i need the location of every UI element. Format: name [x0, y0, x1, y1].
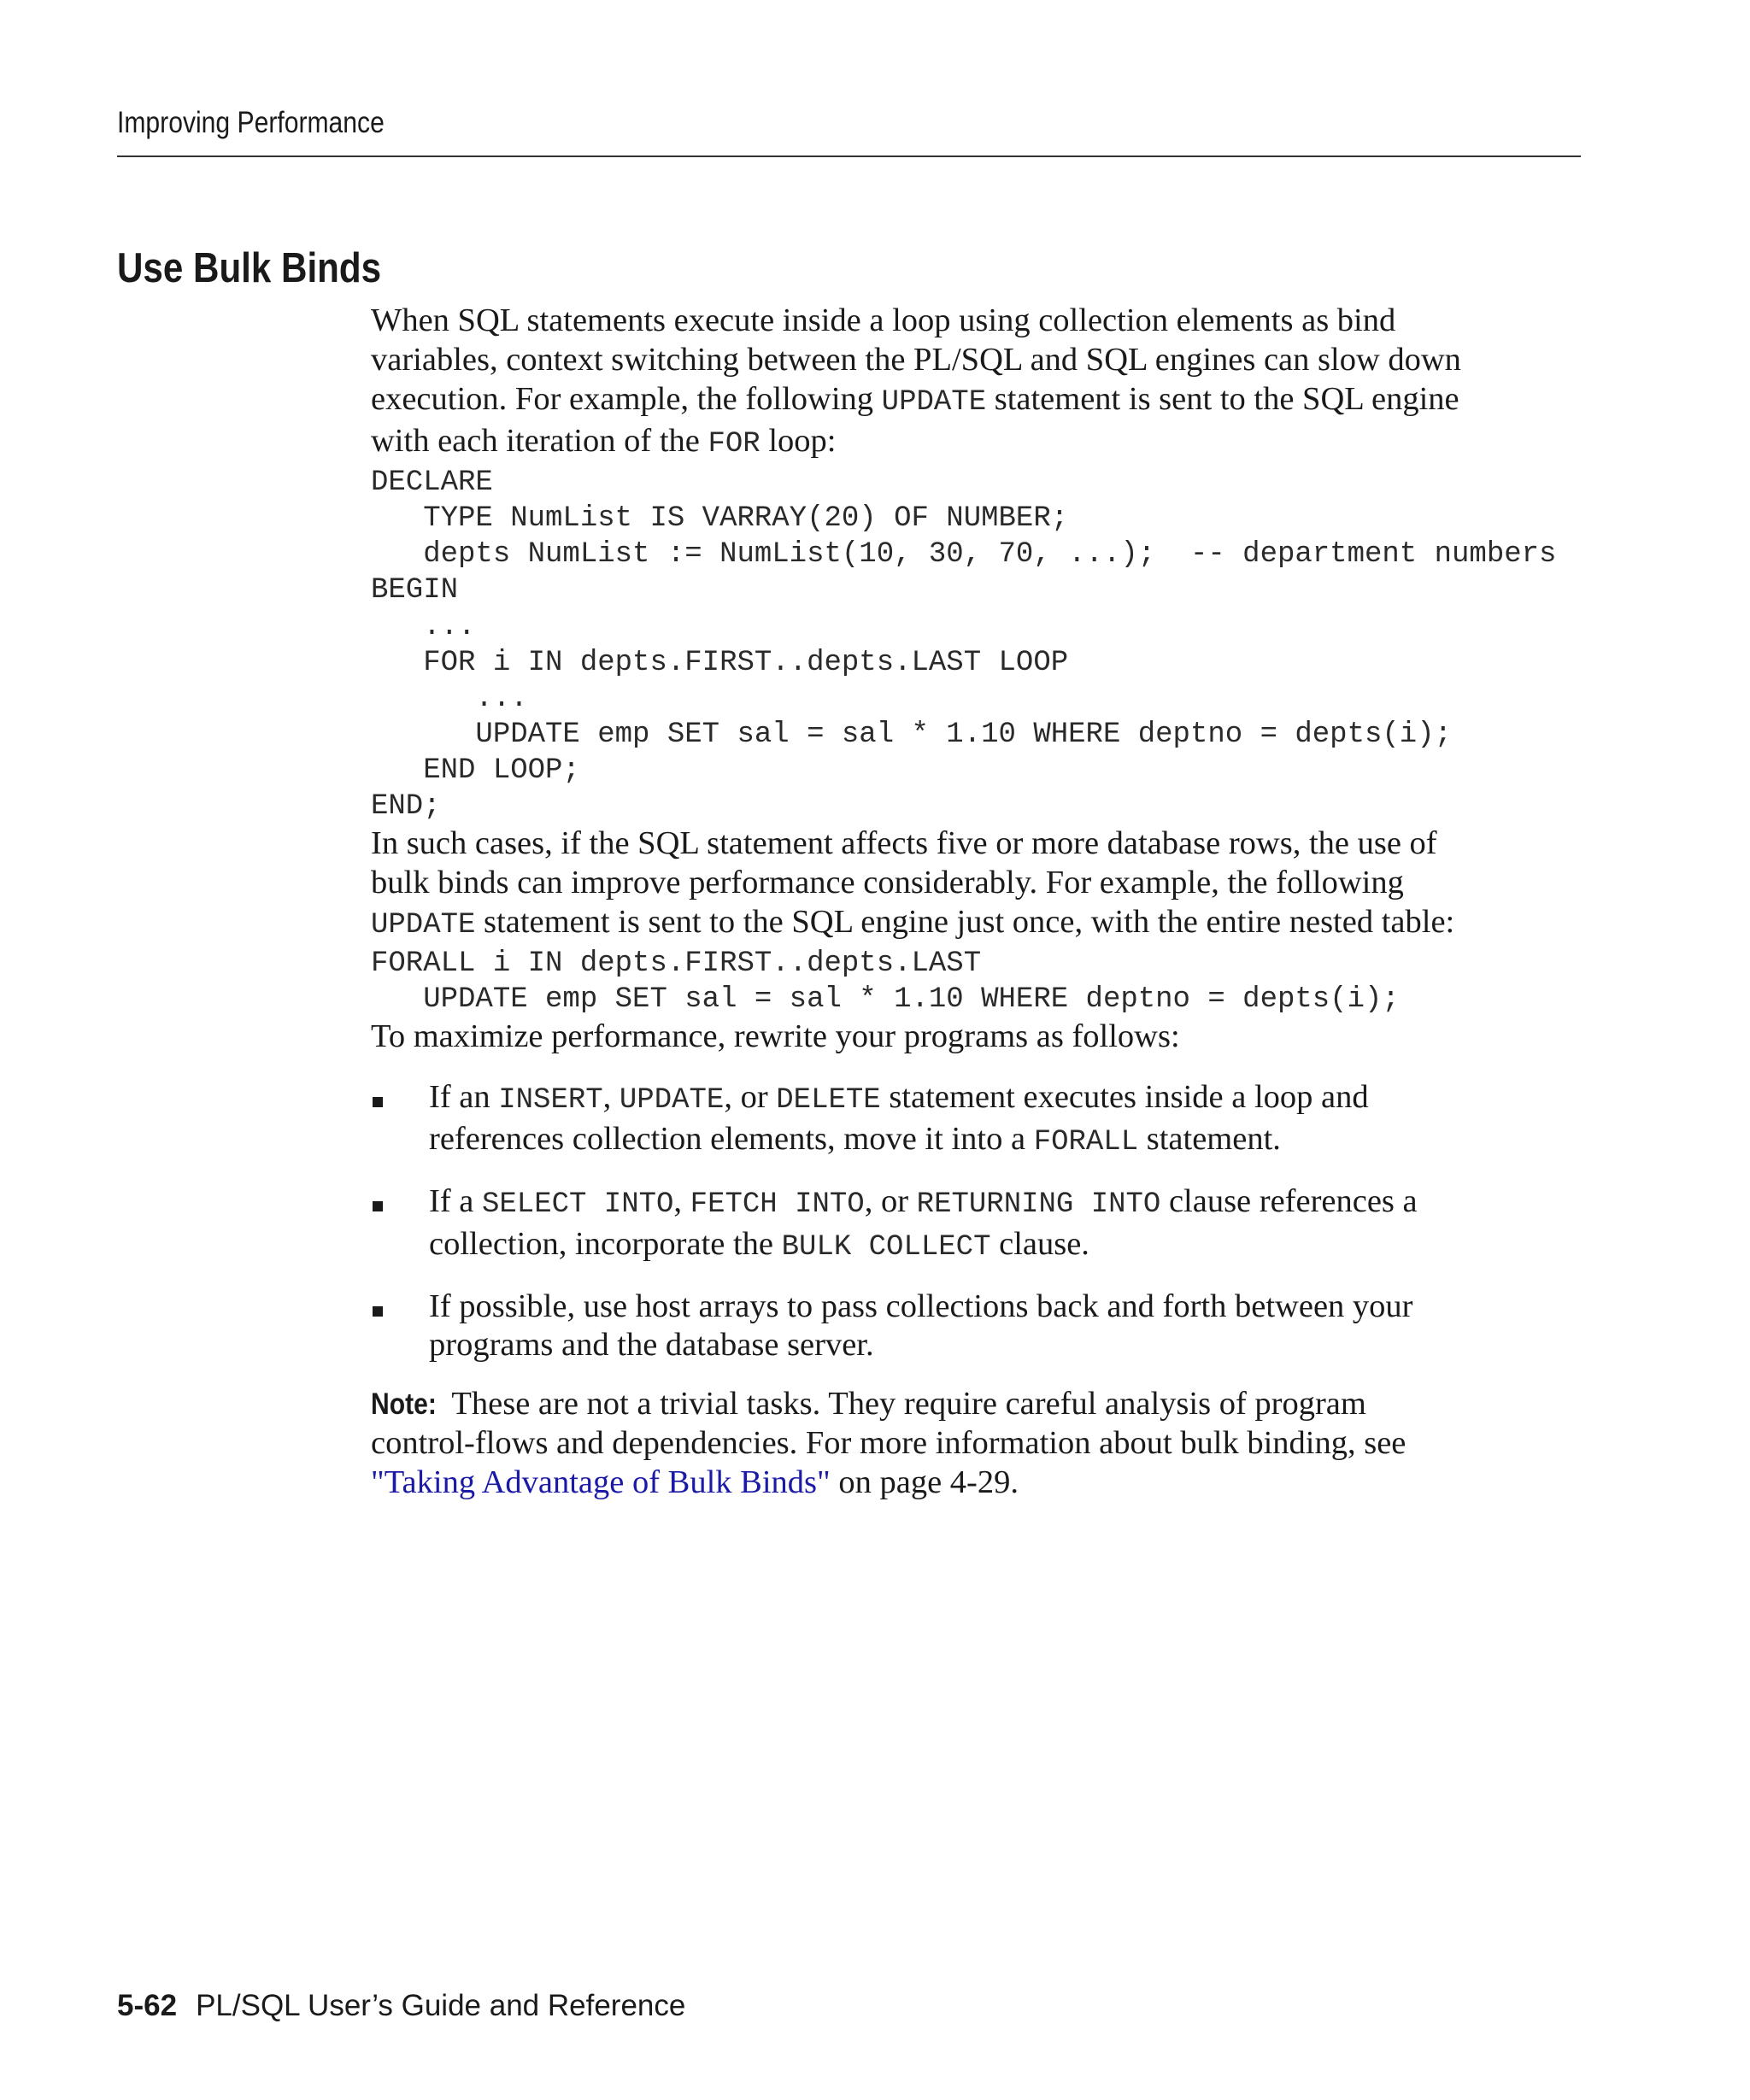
inline-code: SELECT INTO	[481, 1188, 674, 1222]
bullet-square-icon	[373, 1306, 383, 1317]
bullet-square-icon	[373, 1097, 383, 1107]
code-line: ...	[371, 682, 528, 715]
body-column	[371, 302, 1584, 1503]
note-text: control-flows and dependencies. For more information about bulk binding, see	[371, 1425, 1406, 1462]
inline-code: FETCH INTO	[690, 1188, 865, 1222]
code-line: ...	[371, 610, 476, 643]
intro-line: execution. For example, the following	[371, 380, 882, 417]
inline-code: FOR	[708, 428, 760, 461]
intro-line: variables, context switching between the PL/SQL and SQL engines can slow down	[371, 341, 1461, 378]
header-rule	[117, 155, 1581, 157]
section-title: Use Bulk Binds	[117, 245, 382, 291]
list-text: If an	[429, 1078, 499, 1115]
page-number: 5-62	[117, 1989, 178, 2022]
inline-code: UPDATE	[371, 908, 476, 941]
list-text: ,	[673, 1183, 690, 1220]
inline-code: UPDATE	[619, 1083, 725, 1117]
list-text: statement.	[1138, 1121, 1281, 1158]
inline-code: RETURNING INTO	[916, 1188, 1161, 1222]
intro-line: with each iteration of the	[371, 423, 708, 460]
list-item	[371, 1078, 1584, 1164]
running-header: Improving Performance	[117, 106, 385, 139]
code-line: FOR i IN depts.FIRST..depts.LAST LOOP	[371, 646, 1069, 679]
list-text: references collection elements, move it into a	[429, 1121, 1034, 1158]
paragraph-line: bulk binds can improve performance considerably. For example, the following	[371, 864, 1404, 900]
list-text: collection, incorporate the	[429, 1225, 782, 1262]
code-line: UPDATE emp SET sal = sal * 1.10 WHERE deptno = depts(i);	[371, 718, 1453, 751]
inline-code: DELETE	[776, 1083, 881, 1117]
list-item	[371, 1182, 1584, 1268]
list-text: clause.	[990, 1225, 1089, 1262]
list-text: ,	[602, 1078, 620, 1115]
code-line: depts NumList := NumList(10, 30, 70, ...); -- department numbers	[371, 538, 1557, 572]
note-label: Note:	[371, 1387, 437, 1422]
inline-code: FORALL	[1033, 1126, 1139, 1159]
code-line: END;	[371, 790, 441, 824]
list-text: , or	[724, 1078, 777, 1115]
code-line: DECLARE	[371, 466, 493, 500]
list-text: clause references a	[1160, 1183, 1418, 1220]
book-title: PL/SQL User’s Guide and Reference	[196, 1989, 686, 2022]
list-text: statement executes inside a loop and	[880, 1078, 1369, 1115]
code-line: UPDATE emp SET sal = sal * 1.10 WHERE deptno = depts(i);	[371, 983, 1400, 1016]
bulk-binds-link[interactable]: "Taking Advantage of Bulk Binds"	[371, 1464, 831, 1500]
code-line: TYPE NumList IS VARRAY(20) OF NUMBER;	[371, 502, 1069, 536]
list-text: If a	[429, 1183, 482, 1220]
bullet-square-icon	[373, 1201, 383, 1211]
inline-code: BULK COLLECT	[781, 1230, 991, 1264]
paragraph-line: In such cases, if the SQL statement affects five or more database rows, the use of	[371, 825, 1437, 862]
code-line: BEGIN	[371, 574, 459, 607]
code-line: FORALL i IN depts.FIRST..depts.LAST	[371, 947, 982, 980]
list-item	[371, 1288, 1584, 1366]
list-text: , or	[864, 1183, 917, 1220]
intro-paragraph	[371, 302, 1584, 465]
note-block	[371, 1385, 1584, 1502]
running-footer	[117, 1989, 685, 2023]
recommendation-list	[371, 1078, 1584, 1366]
paragraph-line: statement is sent to the SQL engine just once, with the entire nested table:	[475, 903, 1455, 940]
inline-code: INSERT	[498, 1083, 603, 1117]
list-text: programs and the database server.	[429, 1327, 874, 1364]
note-text: on page 4-29.	[830, 1464, 1019, 1500]
inline-code: UPDATE	[881, 385, 987, 419]
note-text: These are not a trivial tasks. They require careful analysis of program	[443, 1386, 1366, 1422]
intro-line: statement is sent to the SQL engine	[986, 380, 1459, 417]
maximize-paragraph: To maximize performance, rewrite your programs as follows:	[371, 1018, 1180, 1054]
code-example-loop	[371, 465, 1584, 824]
code-line: END LOOP;	[371, 754, 580, 787]
intro-line: When SQL statements execute inside a loop using collection elements as bind	[371, 302, 1396, 338]
bulk-binds-paragraph	[371, 824, 1584, 945]
list-text: If possible, use host arrays to pass collections back and forth between your	[429, 1288, 1413, 1324]
intro-line: loop:	[760, 423, 837, 460]
code-example-forall	[371, 946, 1584, 1018]
